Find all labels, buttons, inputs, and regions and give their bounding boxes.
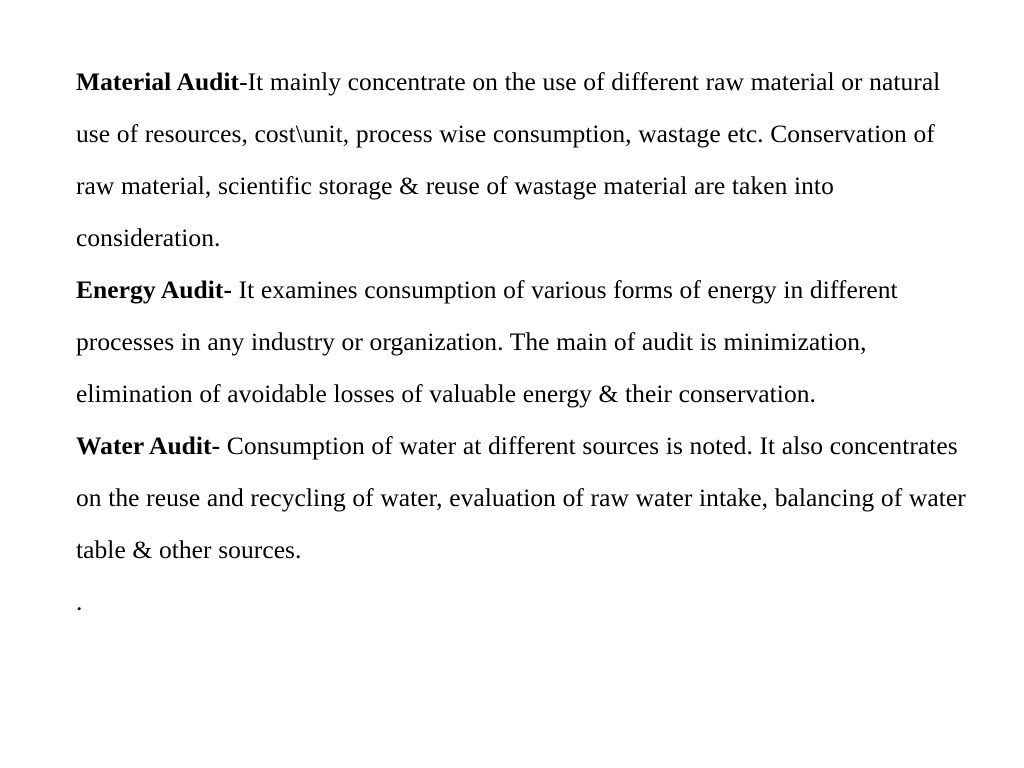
paragraph-lead-material-audit: Material Audit <box>76 67 240 96</box>
paragraph-trailing-period: . <box>76 587 83 616</box>
paragraph-text-material-audit: -It mainly concentrate on the use of different raw material or natural use of resources, cost\unit, process wise consumption, wastage etc. Conservation of raw material, scientific storage & reuse of wastage material are taken into consideration. <box>76 67 941 252</box>
paragraph-material-audit <box>76 56 966 264</box>
paragraph-text-water-audit: Consumption of water at different sources is noted. It also concentrates on the reuse and recycling of water, evaluation of raw water intake, balancing of water table & other sources. <box>76 431 966 564</box>
slide-body-text <box>76 56 966 628</box>
paragraph-water-audit <box>76 420 966 576</box>
paragraph-energy-audit <box>76 264 966 420</box>
paragraph-lead-energy-audit: Energy Audit- <box>76 275 232 304</box>
paragraph-lead-water-audit: Water Audit- <box>76 431 221 460</box>
paragraph-text-energy-audit: It examines consumption of various forms of energy in different processes in any industry or organization. The main of audit is minimization, elimination of avoidable losses of valuable energy & their conservation. <box>76 275 898 408</box>
